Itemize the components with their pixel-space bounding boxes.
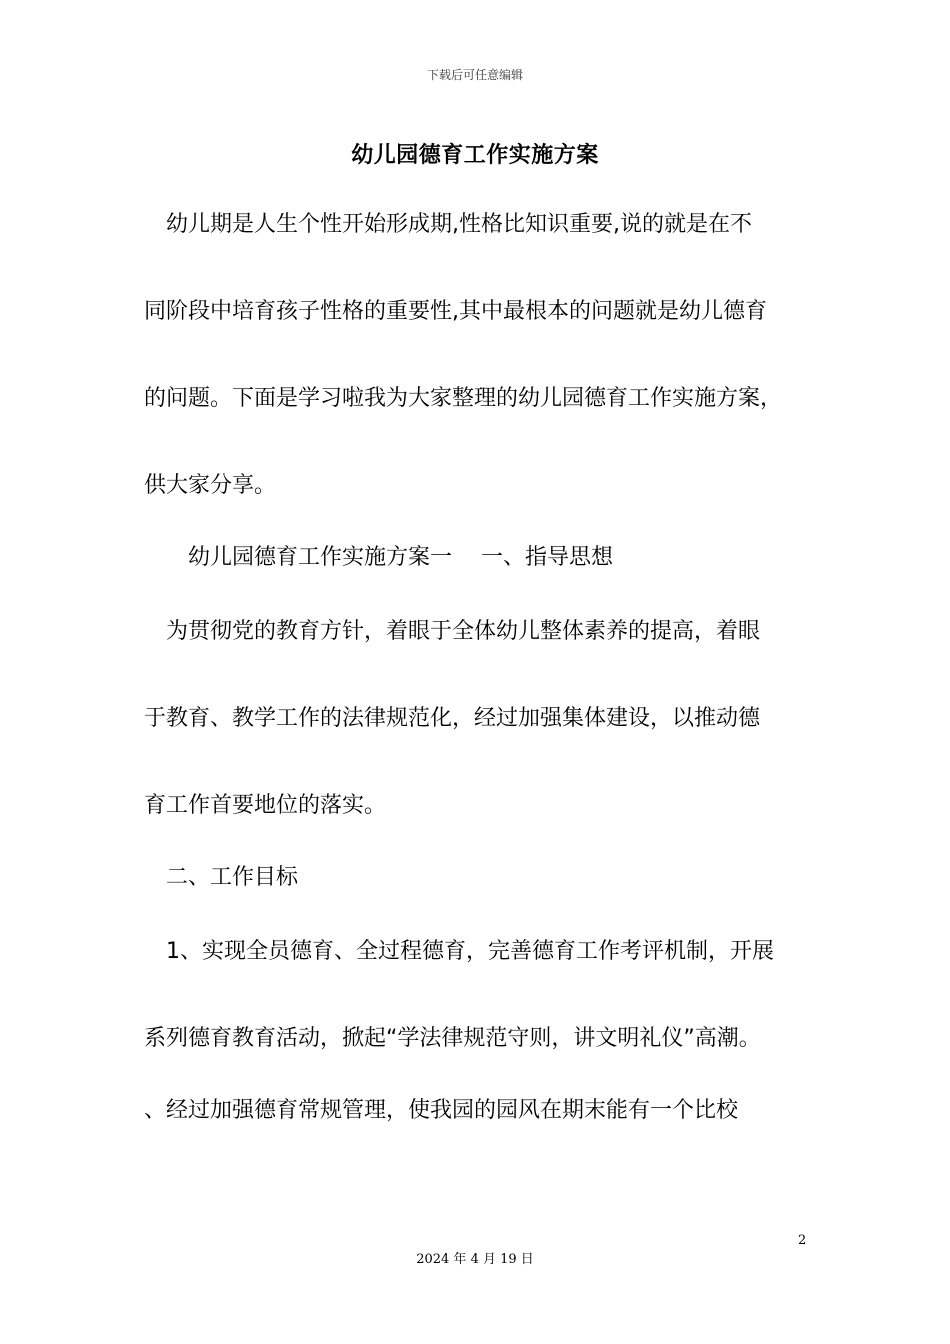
paragraph-line: 供大家分享。 bbox=[144, 473, 277, 498]
paragraph-line: 育工作首要地位的落实。 bbox=[144, 793, 387, 818]
footer-date: 2024 年 4 月 19 日 bbox=[416, 1252, 534, 1267]
paragraph-line: 于教育、教学工作的法律规范化，经过加强集体建设，以推动德 bbox=[144, 706, 761, 731]
document-title: 幼儿园德育工作实施方案 bbox=[351, 143, 599, 168]
paragraph-line: 系列德育教育活动，掀起“学法律规范守则，讲文明礼仪”高潮。 bbox=[144, 1026, 761, 1051]
paragraph-line: 同阶段中培育孩子性格的重要性,其中最根本的问题就是幼儿德育 bbox=[144, 299, 767, 324]
paragraph-line: 幼儿期是人生个性开始形成期,性格比知识重要,说的就是在不 bbox=[144, 212, 752, 237]
section-heading-line: 二、工作目标 bbox=[144, 865, 299, 890]
paragraph-line: 的问题。下面是学习啦我为大家整理的幼儿园德育工作实施方案， bbox=[144, 386, 783, 411]
header-note: 下载后可任意编辑 bbox=[426, 68, 523, 82]
paragraph-line: 为贯彻党的教育方针，着眼于全体幼儿整体素养的提高，着眼 bbox=[144, 619, 761, 644]
paragraph-line: 1、实现全员德育、全过程德育，完善德育工作考评机制，开展 bbox=[144, 939, 774, 964]
paragraph-line: 、经过加强德育常规管理，使我园的园风在期末能有一个比校 bbox=[144, 1098, 739, 1123]
section-heading-line: 幼儿园德育工作实施方案一 一、指导思想 bbox=[144, 545, 613, 570]
page-number: 2 bbox=[798, 1233, 807, 1248]
